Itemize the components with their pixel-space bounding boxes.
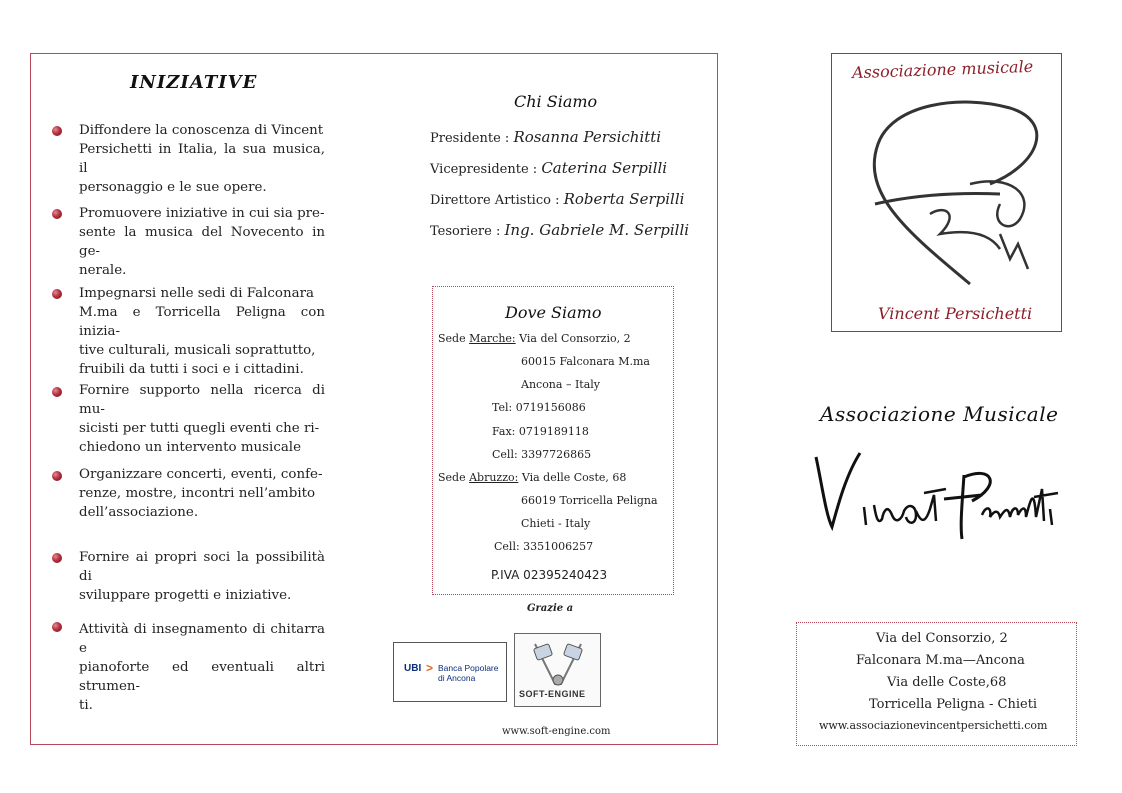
cell-marche: Cell: 3397726865 xyxy=(492,448,592,461)
pistons-icon xyxy=(529,640,587,688)
iniziativa-item: Diffondere la conoscenza di Vincent Persichetti in Italia, la sua musica, il personaggio e le sue opere. xyxy=(79,123,325,195)
grazie-label: Grazie a xyxy=(527,603,574,614)
chi-siamo-title: Chi Siamo xyxy=(514,92,598,111)
logo-bottom-text: Vincent Persichetti xyxy=(878,304,1033,323)
bullet-icon xyxy=(52,289,62,299)
address-line: Torricella Peligna - Chieti xyxy=(869,697,1038,712)
address-box xyxy=(796,622,1077,746)
fax: Fax: 0719189118 xyxy=(492,425,589,438)
bullet-icon xyxy=(52,553,62,563)
soft-engine-name: SOFT-ENGINE xyxy=(519,689,586,699)
iniziativa-item: Impegnarsi nelle sedi di Falconara M.ma e Torricella Peligna con inizia- tive culturali, musicali soprattutto, fruibili da tutti i soci e i cittadini. xyxy=(79,286,325,377)
address-line: Via del Consorzio, 2 xyxy=(876,631,1008,646)
bullet-icon xyxy=(52,471,62,481)
marche-city: 60015 Falconara M.ma xyxy=(521,355,650,368)
iniziativa-item: Attività di insegnamento di chitarra e pianoforte ed eventuali altri strumen- ti. xyxy=(79,622,325,713)
address-line: Via delle Coste,68 xyxy=(887,675,1007,690)
marche-region: Ancona – Italy xyxy=(521,378,601,391)
persichetti-signature xyxy=(812,445,1072,545)
chi-siamo-row: Tesoriere : Ing. Gabriele M. Serpilli xyxy=(430,221,690,239)
association-logo xyxy=(831,53,1062,332)
ubi-arrow-icon: > xyxy=(426,661,434,675)
bullet-icon xyxy=(52,387,62,397)
sede-marche: Sede Marche: Via del Consorzio, 2 xyxy=(438,332,631,345)
bullet-icon xyxy=(52,209,62,219)
chi-siamo-row: Presidente : Rosanna Persichitti xyxy=(430,128,662,146)
chi-siamo-row: Vicepresidente : Caterina Serpilli xyxy=(430,159,668,177)
iniziativa-item: Organizzare concerti, eventi, confe- renze, mostre, incontri nell’ambito dell’associazione. xyxy=(79,467,323,520)
logo-top-text: Associazione musicale xyxy=(851,56,1034,83)
website-url: www.associazionevincentpersichetti.com xyxy=(819,719,1048,732)
cell-abruzzo: Cell: 3351006257 xyxy=(494,540,594,553)
bullet-icon xyxy=(52,622,62,632)
address-line: Falconara M.ma—Ancona xyxy=(856,653,1025,668)
ubi-bank-name: Banca Popolare di Ancona xyxy=(438,663,499,683)
abruzzo-city: 66019 Torricella Peligna xyxy=(521,494,658,507)
iniziative-title: INIZIATIVE xyxy=(130,72,258,93)
dove-siamo-title: Dove Siamo xyxy=(505,303,602,322)
soft-engine-logo xyxy=(514,633,601,707)
sede-abruzzo: Sede Abruzzo: Via delle Coste, 68 xyxy=(438,471,627,484)
tel: Tel: 0719156086 xyxy=(492,401,586,414)
piva: P.IVA 02395240423 xyxy=(491,568,608,582)
iniziativa-item: Fornire supporto nella ricerca di mu- sicisti per tutti quegli eventi che ri- chiedono un intervento musicale xyxy=(79,383,325,455)
ubi-text: UBI xyxy=(404,663,422,674)
abruzzo-region: Chieti - Italy xyxy=(521,517,591,530)
logo-signature-drawing xyxy=(850,84,1050,302)
iniziativa-item: Fornire ai propri soci la possibilità di sviluppare progetti e iniziative. xyxy=(79,550,325,603)
ubi-banca-logo xyxy=(393,642,507,702)
iniziativa-item: Promuovere iniziative in cui sia pre- sente la musica del Novecento in ge- nerale. xyxy=(79,206,325,278)
bullet-icon xyxy=(52,126,62,136)
chi-siamo-row: Direttore Artistico : Roberta Serpilli xyxy=(430,190,685,208)
soft-engine-url: www.soft-engine.com xyxy=(502,726,611,737)
cover-title: Associazione Musicale xyxy=(820,402,1059,426)
